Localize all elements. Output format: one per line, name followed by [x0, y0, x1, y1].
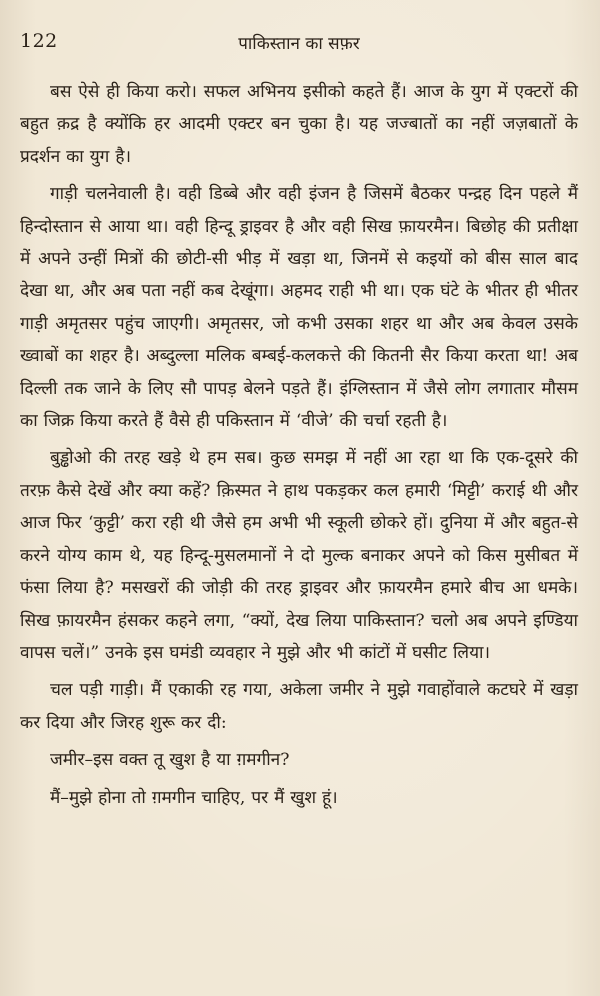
dialogue-line-2: मैं–मुझे होना तो ग़मगीन चाहिए, पर मैं खुश हूं।: [50, 787, 338, 808]
page-number: 122: [20, 30, 58, 52]
paragraph-4: चल पड़ी गाड़ी। मैं एकाकी रह गया, अकेला जमीर ने मुझे गवाहोंवाले कटघरे में खड़ा कर दिया और जिरह शुरू कर दी:: [20, 680, 578, 733]
page-header: [20, 30, 578, 66]
dialogue-line-1: जमीर–इस वक्त तू खुश है या ग़मगीन?: [50, 750, 290, 771]
body-text: [20, 76, 578, 814]
paragraph-1: बस ऐसे ही किया करो। सफल अभिनय इसीको कहते हैं। आज के युग में एक्टरों की बहुत क़द्र है क्योंकि हर आदमी एक्टर बन चुका है। यह जज्बातों का नहीं जज़बातों के प्रदर्शन का युग है।: [20, 82, 578, 167]
paragraph-2: गाड़ी चलनेवाली है। वही डिब्बे और वही इंजन है जिसमें बैठकर पन्द्रह दिन पहले मैं हिन्दोस्तान से आया था। वही हिन्दू ड्राइवर है और वही सिख फ़ायरमैन। बिछोह की प्रतीक्षा में अपने उन्हीं मित्रों की छोटी-सी भीड़ में खड़ा था, जिनमें से कइयों को बीस साल बाद देखा था, और अब पता नहीं कब देखूंगा। अहमद राही भी था। एक घंटे के भीतर ही भीतर गाड़ी अमृतसर पहुंच जाएगी। अमृतसर, जो कभी उसका शहर था और अब केवल उसके ख्वाबों का शहर है। अब्दुल्ला मलिक बम्बई-कलकत्ते की कितनी सैर किया करता था! अब दिल्ली तक जाने के लिए सौ पापड़ बेलने पड़ते हैं। इंग्लिस्तान में जैसे लोग लगातार मौसम का जिक्र किया करते हैं वैसे ही पकिस्तान में ‘वीजे’ की चर्चा रहती है।: [20, 184, 578, 432]
paragraph-3: बुड्ढोओ की तरह खड़े थे हम सब। कुछ समझ में नहीं आ रहा था कि एक-दूसरे की तरफ़ कैसे देखें और क्या कहें? क़िस्मत ने हाथ पकड़कर कल हमारी ‘मिट्टी’ कराई थी और आज फिर ‘कुट्टी’ करा रही थी जैसे हम अभी भी स्कूली छोकरे हों। दुनिया में और बहुत-से करने योग्य काम थे, यह हिन्दू-मुसलमानों ने दो मुल्क बनाकर अपने को किस मुसीबत में फंसा लिया है? मसखरों की जोड़ी की तरह ड्राइवर और फ़ायरमैन हमारे बीच आ धमके। सिख फ़ायरमैन हंसकर कहने लगा, “क्यों, देख लिया पाकिस्तान? चलो अब अपने इण्डिया वापस चलें।” उनके इस घमंडी व्यवहार ने मुझे और भी कांटों में घसीट लिया।: [20, 448, 578, 663]
running-title: पाकिस्तान का सफ़र: [238, 34, 360, 54]
